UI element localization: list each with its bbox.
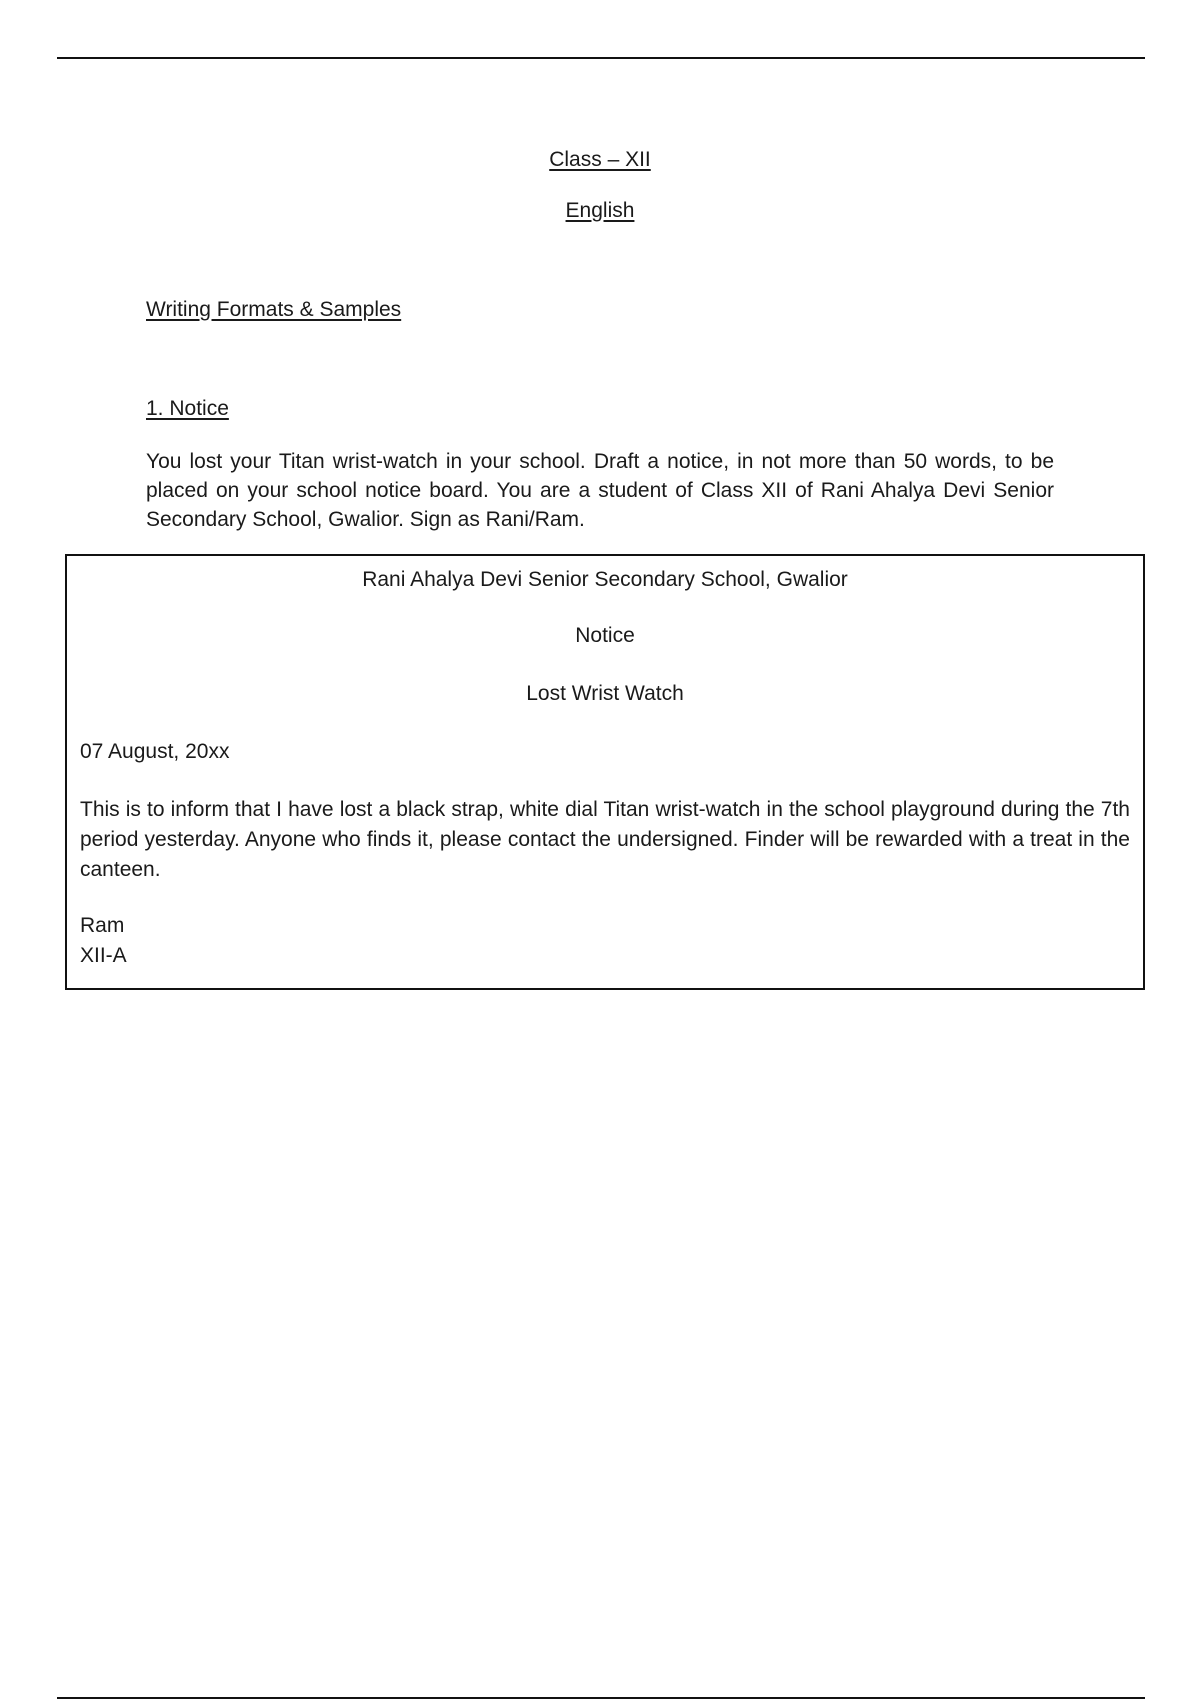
- subject-heading: [0, 198, 1200, 224]
- notice-box: [65, 554, 1145, 990]
- notice-signatory: Ram: [80, 914, 125, 937]
- section-title: Writing Formats & Samples: [146, 298, 402, 321]
- notice-body: This is to inform that I have lost a black strap, white dial Titan wrist-watch in the school playground during the 7th period yesterday. Anyone who finds it, please contact the undersigned. Finder will be rewarded with a treat in the canteen.: [80, 798, 1130, 881]
- notice-school-name: Rani Ahalya Devi Senior Secondary School, Gwalior: [362, 568, 848, 591]
- question-heading: 1. Notice: [146, 397, 229, 420]
- notice-signatory-class: XII-A: [80, 944, 127, 967]
- class-heading: [0, 147, 1200, 173]
- notice-title: Notice: [575, 624, 635, 647]
- question-text: You lost your Titan wrist-watch in your school. Draft a notice, in not more than 50 words, to be placed on your school notice board. You are a student of Class XII of Rani Ahalya Devi Senior Secondary School, Gwalior. Sign as Rani/Ram.: [146, 450, 1054, 531]
- subject-heading-text: English: [565, 199, 635, 222]
- bottom-rule: [57, 1697, 1145, 1699]
- notice-date: 07 August, 20xx: [80, 740, 230, 763]
- notice-subject: Lost Wrist Watch: [526, 682, 684, 705]
- class-heading-text: Class – XII: [549, 148, 651, 171]
- top-rule: [57, 57, 1145, 59]
